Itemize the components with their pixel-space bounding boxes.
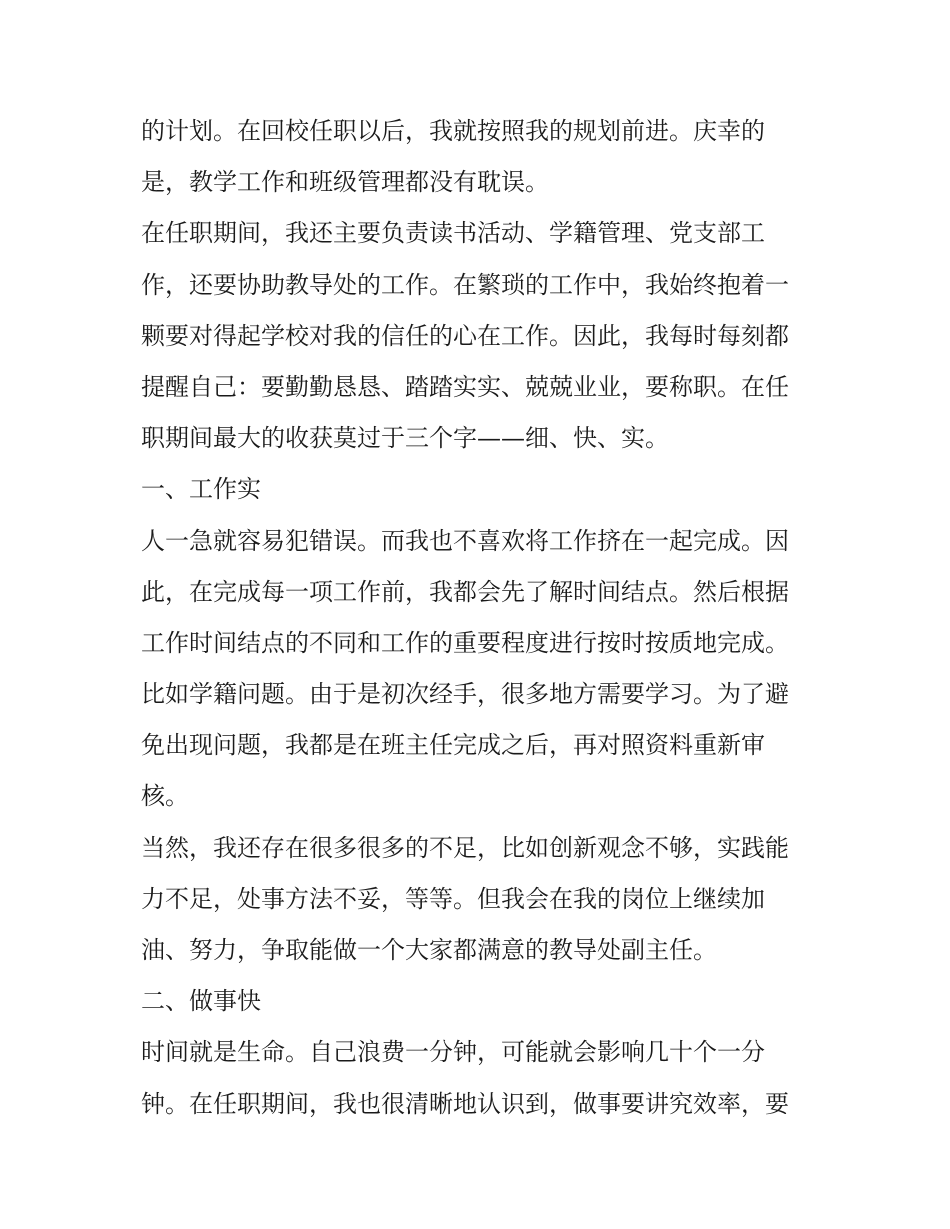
text-line: 当然，我还存在很多很多的不足，比如创新观念不够，实践能 (141, 833, 789, 862)
text-line: 是，教学工作和班级管理都没有耽误。 (141, 168, 549, 197)
text-line: 油、努力，争取能做一个大家都满意的教导处副主任。 (141, 936, 717, 964)
text-line: 人一急就容易犯错误。而我也不喜欢将工作挤在一起完成。因 (141, 526, 789, 555)
text-line: 核。 (141, 782, 189, 811)
text-line: 钟。在任职期间，我也很清晰地认识到，做事要讲究效率，要 (141, 1089, 789, 1118)
text-line: 在任职期间，我还主要负责读书活动、学籍管理、党支部工 (141, 219, 765, 248)
text-line: 作，还要协助教导处的工作。在繁琐的工作中，我始终抱着一 (141, 270, 789, 299)
text-line: 的计划。在回校任职以后，我就按照我的规划前进。庆幸的 (141, 117, 765, 145)
text-line: 工作时间结点的不同和工作的重要程度进行按时按质地完成。 (141, 628, 789, 657)
text-line: 职期间最大的收获莫过于三个字——细、快、实。 (141, 424, 669, 453)
section-heading-1: 一、工作实 (141, 475, 261, 504)
section-heading-2: 二、做事快 (141, 987, 261, 1016)
text-line: 免出现问题，我都是在班主任完成之后，再对照资料重新审 (141, 731, 765, 760)
text-line: 提醒自己：要勤勤恳恳、踏踏实实、兢兢业业，要称职。在任 (141, 372, 789, 401)
text-line: 比如学籍问题。由于是初次经手，很多地方需要学习。为了避 (141, 680, 789, 709)
text-line: 力不足，处事方法不妥，等等。但我会在我的岗位上继续加 (141, 884, 765, 913)
text-line: 此，在完成每一项工作前，我都会先了解时间结点。然后根据 (141, 577, 789, 606)
text-line: 颗要对得起学校对我的信任的心在工作。因此，我每时每刻都 (141, 321, 789, 350)
text-line: 时间就是生命。自己浪费一分钟，可能就会影响几十个一分 (141, 1038, 765, 1067)
body-text (141, 106, 821, 1130)
